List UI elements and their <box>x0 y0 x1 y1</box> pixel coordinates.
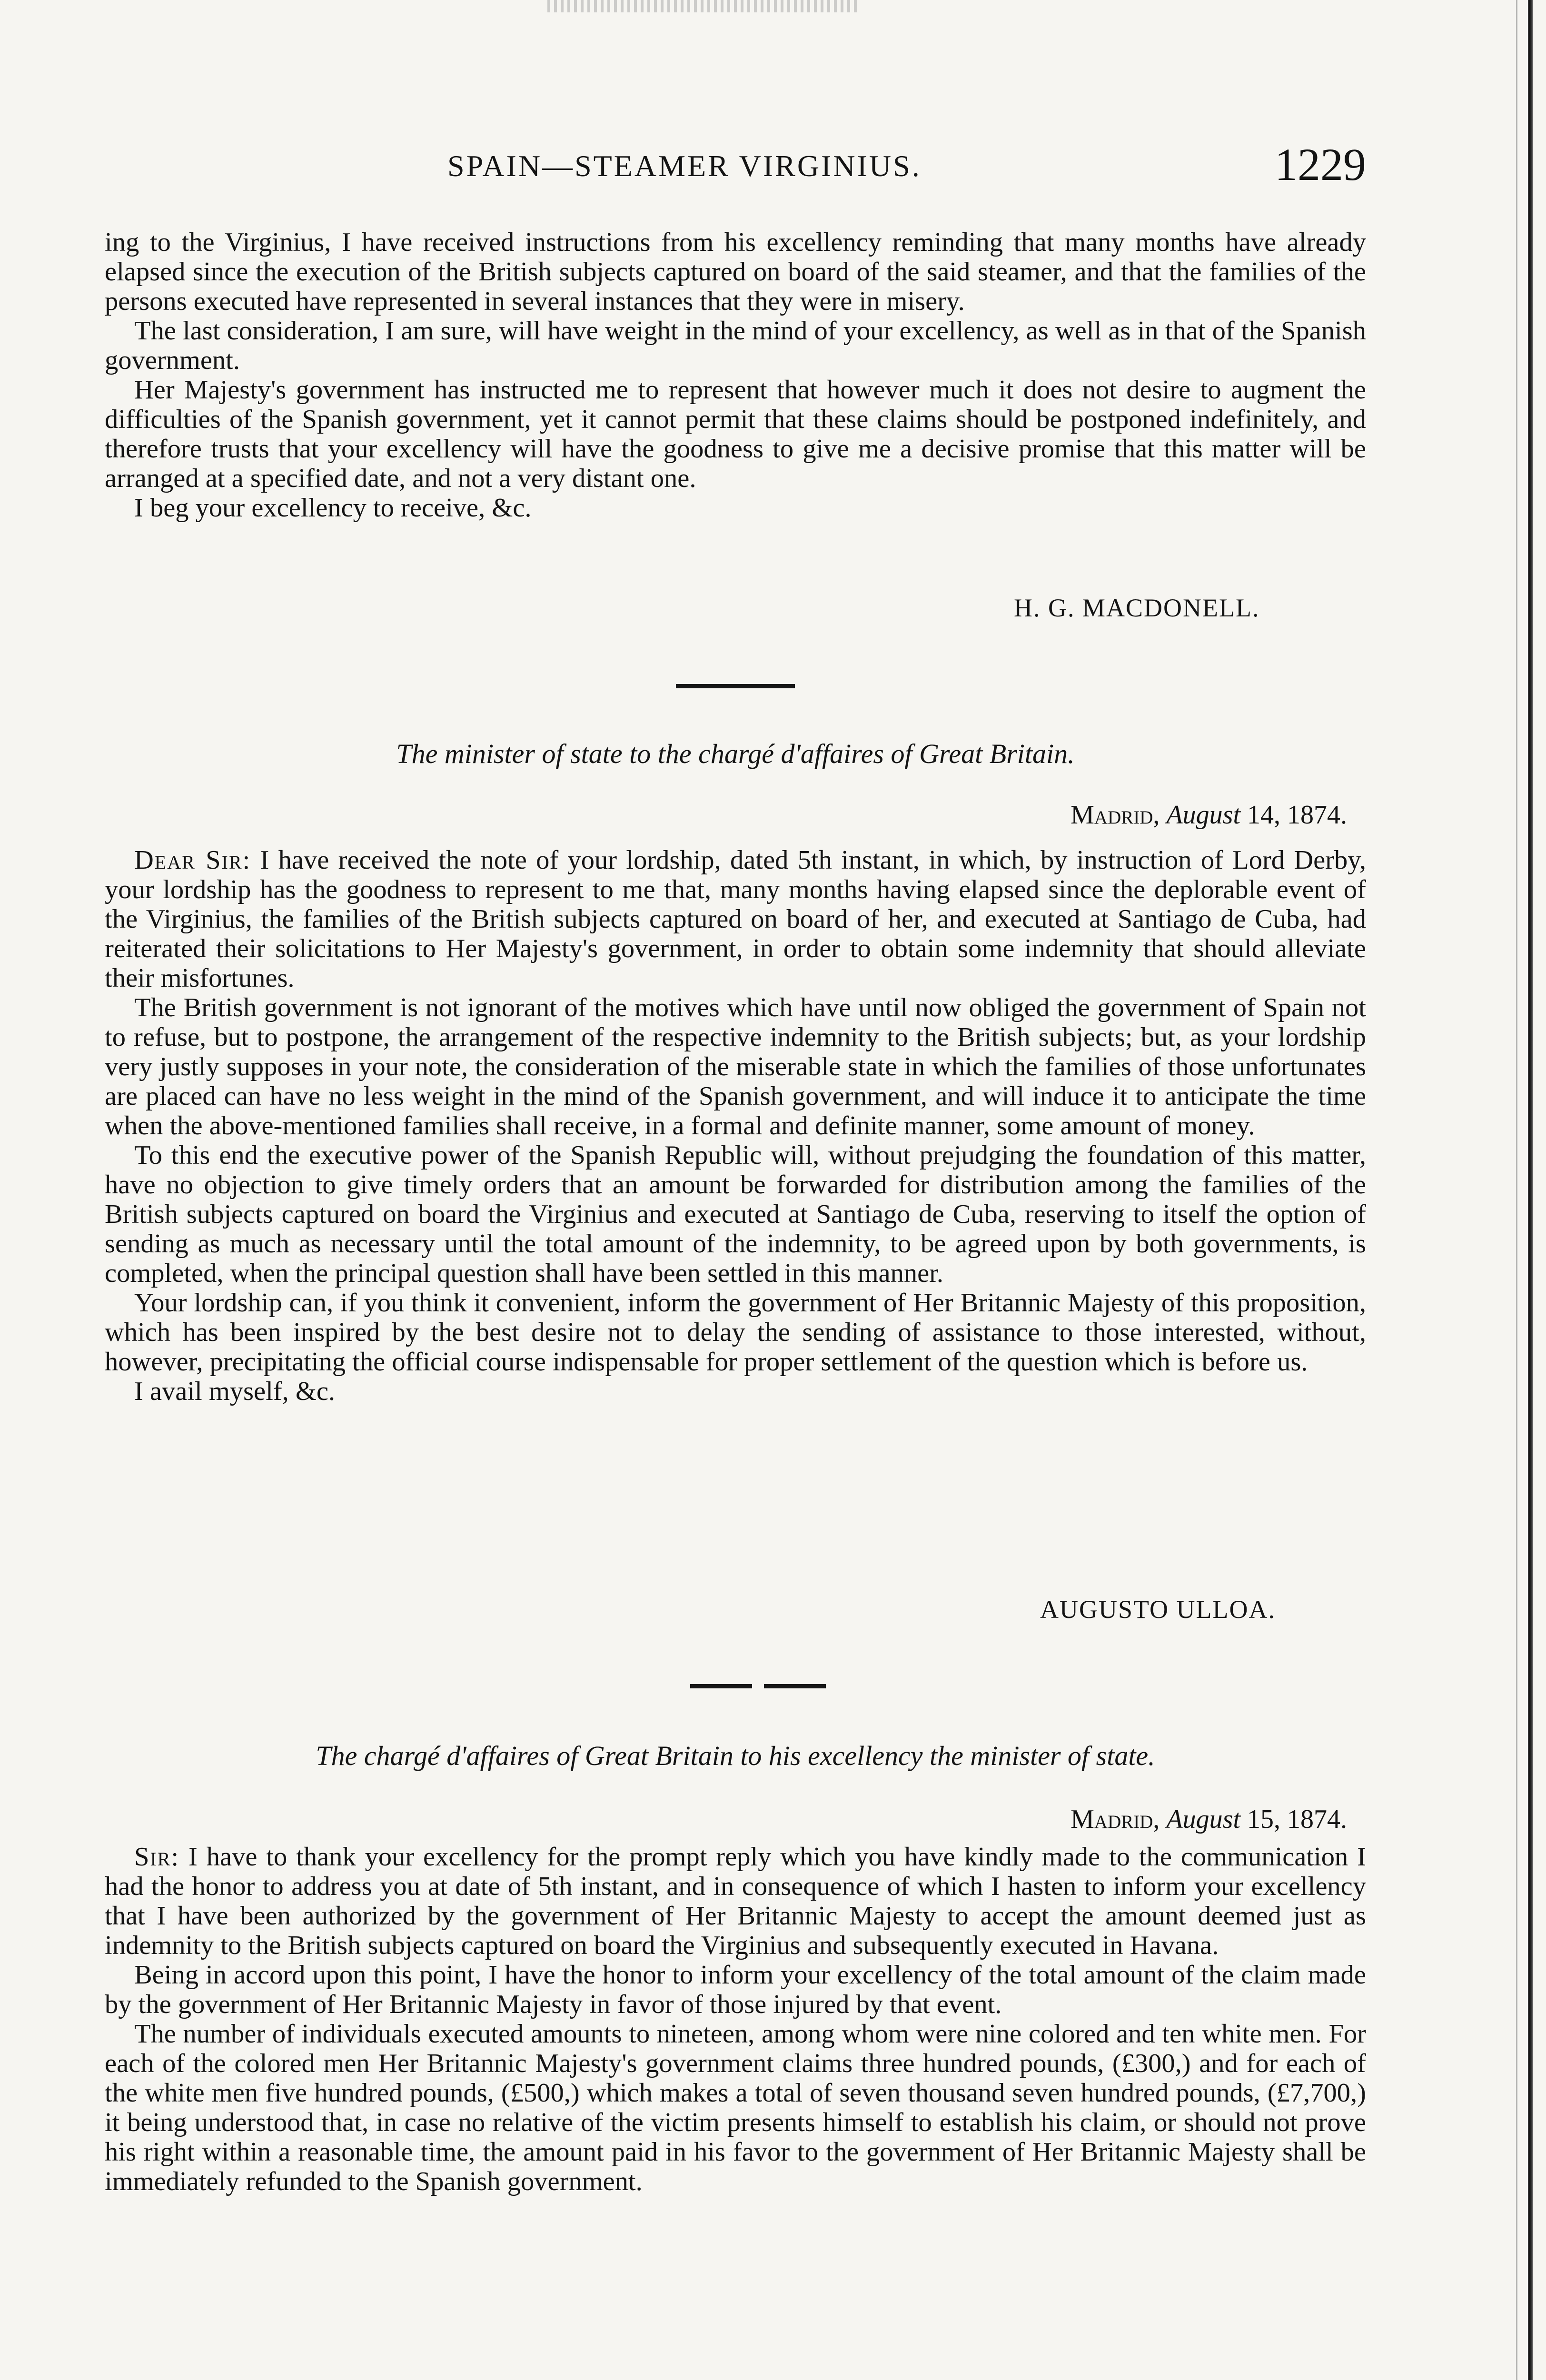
letter1-paragraph: ing to the Virginius, I have received instructions from his excellency reminding that many months have already elapsed since the execution of the British subjects captured on board of the said steamer, and that the families of the persons executed have represented in several instances that they were in misery. <box>105 228 1366 316</box>
letter3-date-place: Madrid, <box>1070 1805 1160 1834</box>
page-edge-line <box>1516 0 1517 2380</box>
section-divider <box>676 684 795 688</box>
page-edge-shadow <box>1528 0 1533 2380</box>
letter3-paragraph: Being in accord upon this point, I have the honor to inform your excellency of the total amount of the claim made by the government of Her Britannic Majesty in favor of those injured by that event. <box>105 1960 1366 2019</box>
letter3-body <box>105 1842 1366 2196</box>
letter3-heading: The chargé d'affaires of Great Britain to his excellency the minister of state. <box>316 1740 1155 1771</box>
letter2-salutation: Dear Sir: <box>134 845 251 875</box>
letter2-dateline <box>1070 800 1347 830</box>
letter2-date-month: August <box>1166 800 1240 830</box>
letter3-date-month: August <box>1166 1805 1240 1834</box>
letter1-body <box>105 228 1366 523</box>
letter2-paragraph: Your lordship can, if you think it convenient, inform the government of Her Britannic Majesty of this proposition, which has been inspired by the best desire not to delay the sending of assistance to those interested, without, however, precipitating the official course indispensable for proper settlement of the question which is before us. <box>105 1288 1366 1377</box>
letter3-dateline <box>1070 1804 1347 1835</box>
letter2-closing: I avail myself, &c. <box>134 1377 336 1406</box>
letter3-paragraph: The number of individuals executed amounts to nineteen, among whom were nine colored and ten white men. For each of the colored men Her Britannic Majesty's government claims three hundred pounds, (£300,) and for each of the white men five hundred pounds, (£500,) which makes a total of seven thousand seven hundred pounds, (£7,700,) it being understood that, in case no relative of the victim presents himself to establish his claim, or should not prove his right within a reasonable time, the amount paid in his favor to the government of Her Britannic Majesty shall be immediately refunded to the Spanish government. <box>105 2019 1366 2196</box>
letter2-paragraph <box>105 845 1366 993</box>
letter2-paragraph-text: I have received the note of your lordship, dated 5th instant, in which, by instruction of Lord Derby, your lordship has the goodness to represent to me that, many months having elapsed since the deplorable event of the Virginius, the families of the British subjects captured on board of her, and executed at Santiago de Cuba, had reiterated their solicitations to Her Majesty's government, in order to obtain some indemnity that should alleviate their misfortunes. <box>105 845 1366 993</box>
running-title: SPAIN—STEAMER VIRGINIUS. <box>447 149 922 183</box>
scan-smudge <box>547 0 857 12</box>
letter3-paragraph <box>105 1842 1366 1960</box>
letter2-body <box>105 845 1366 1406</box>
letter1-signature: H. G. MACDONELL. <box>1014 594 1260 622</box>
running-head <box>105 138 1366 195</box>
letter3-salutation: Sir: <box>134 1842 180 1872</box>
letter2-date-place: Madrid, <box>1070 800 1160 830</box>
letter1-paragraph: Her Majesty's government has instructed me to represent that however much it does not desire to augment the difficulties of the Spanish government, yet it cannot permit that these claims should be postponed indefinitely, and therefore trusts that your excellency will have the goodness to give me a decisive promise that this matter will be arranged at a specified date, and not a very distant one. <box>105 375 1366 493</box>
section-divider-right <box>764 1684 826 1688</box>
letter1-paragraph: The last consideration, I am sure, will have weight in the mind of your excellency, as well as in that of the Spanish government. <box>105 316 1366 375</box>
letter2-signature: AUGUSTO ULLOA. <box>1040 1595 1276 1624</box>
letter3-date-rest: 15, 1874. <box>1247 1805 1347 1834</box>
letter2-date-rest: 14, 1874. <box>1247 800 1347 830</box>
letter2-paragraph: To this end the executive power of the Spanish Republic will, without prejudging the foundation of this matter, have no objection to give timely orders that an amount be forwarded for distribution among the families of the British subjects captured on board the Virginius and executed at Santiago de Cuba, reserving to itself the option of sending as much as necessary until the total amount of the indemnity, to be agreed upon by both governments, is completed, when the principal question shall have been settled in this manner. <box>105 1140 1366 1288</box>
letter1-closing: I beg your excellency to receive, &c. <box>134 493 532 523</box>
letter2-paragraph: The British government is not ignorant of the motives which have until now obliged the government of Spain not to refuse, but to postpone, the arrangement of the respective indemnity to the British subjects; but, as your lordship very justly supposes in your note, the consideration of the miserable state in which the families of those unfortunates are placed can have no less weight in the mind of the Spanish government, and will induce it to anticipate the time when the above-mentioned families shall receive, in a formal and definite manner, some amount of money. <box>105 993 1366 1140</box>
section-divider-left <box>690 1684 752 1688</box>
letter3-paragraph-text: I have to thank your excellency for the prompt reply which you have kindly made to the communication I had the honor to address you at date of 5th instant, and in consequence of which I hasten to inform your excellency that I have been authorized by the government of Her Britannic Majesty to accept the amount deemed just as indemnity to the British subjects captured on board the Virginius and subsequently executed in Havana. <box>105 1842 1366 1960</box>
letter2-heading: The minister of state to the chargé d'affaires of Great Britain. <box>396 738 1075 769</box>
page-number: 1229 <box>1275 139 1366 190</box>
